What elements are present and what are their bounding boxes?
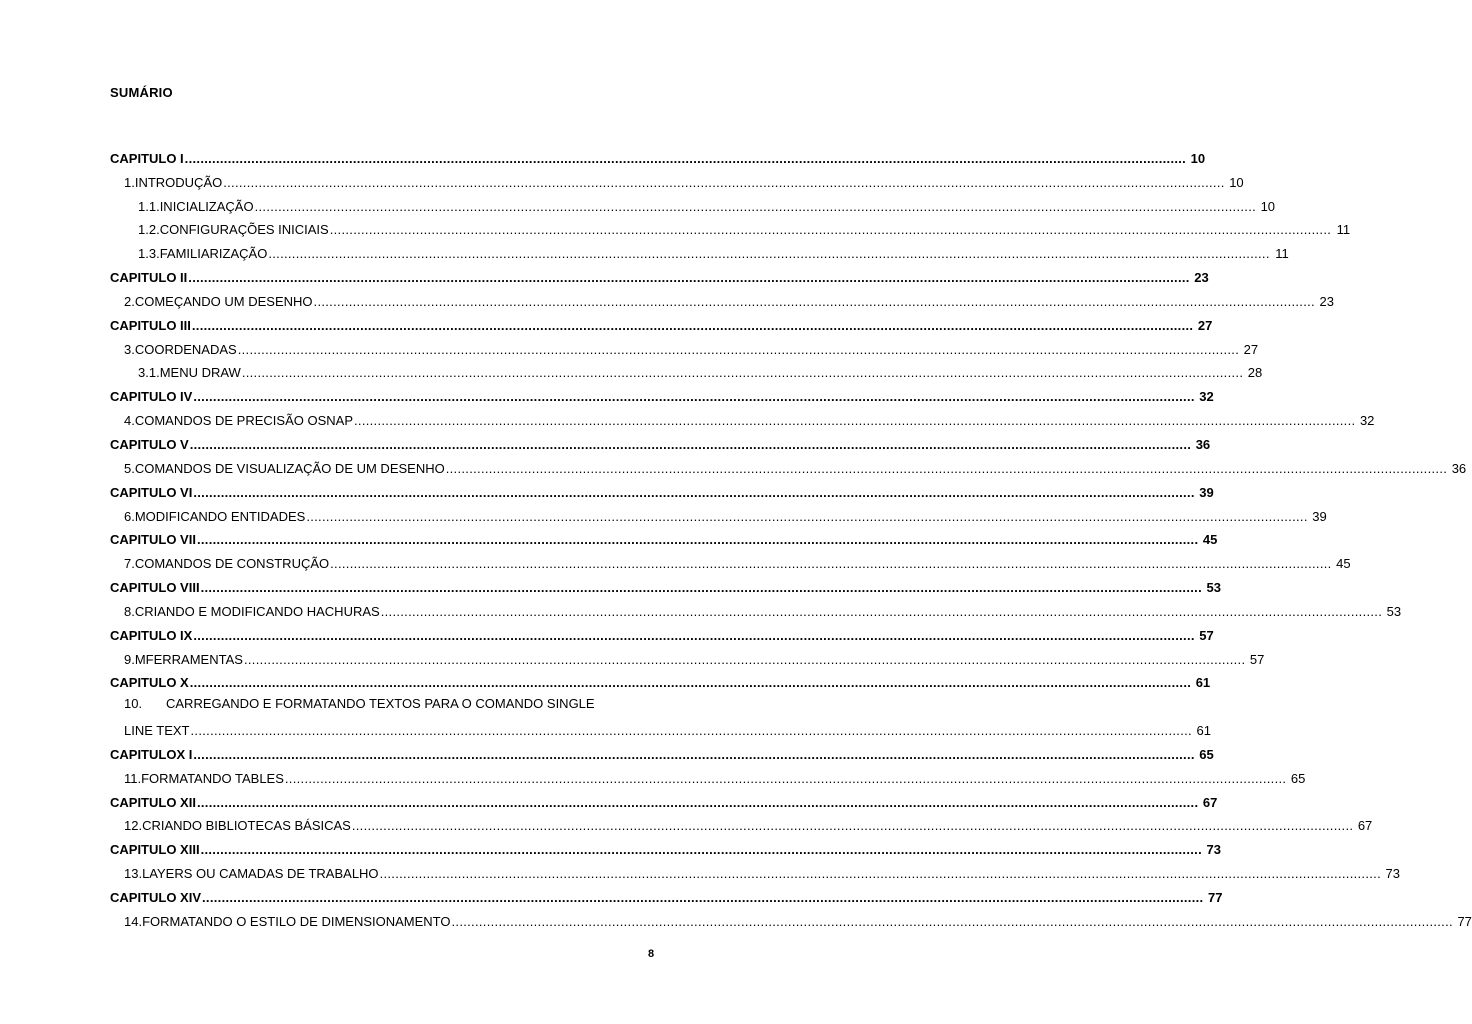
toc-leader-dots [202,890,1203,905]
toc-leader-dots [201,842,1202,857]
toc-entry-page: 45 [1202,532,1218,548]
toc-entry-title: CAPITULO IV [110,389,193,405]
toc-entry[interactable] [110,742,1214,766]
toc-entry-number: 5. [124,460,135,476]
toc-entry-title: MENU DRAW [159,365,241,381]
toc-entry-title: COORDENADAS [134,341,237,357]
toc-leader-dots [452,914,1453,929]
toc-entry-page: 61 [1196,723,1211,739]
toc-entry-title: CAPITULO V [110,436,189,452]
toc-leader-dots [193,485,1194,500]
toc-entry-title: CONFIGURAÇÕES INICIAIS [159,222,329,238]
toc-entry-page: 28 [1247,365,1263,381]
toc-entry[interactable] [110,551,1351,575]
toc-entry[interactable] [110,194,1276,218]
toc-entry[interactable] [110,528,1218,552]
toc-leader-dots [192,318,1193,333]
toc-entry-title: COMEÇANDO UM DESENHO [134,293,313,309]
toc-entry-page: 36 [1195,436,1211,452]
toc-entry-number: 3.1. [138,365,160,381]
toc-entry[interactable] [110,671,1211,695]
toc-entry-page: 27 [1197,317,1213,333]
toc-entry-title: CAPITULO VII [110,532,196,548]
toc-leader-dots [330,222,1331,237]
toc-entry-page: 57 [1199,627,1214,643]
toc-leader-dots [268,246,1269,261]
toc-leader-dots [197,795,1198,810]
toc-entry[interactable] [110,909,1472,933]
toc-entry-title: MFERRAMENTAS [134,651,243,667]
toc-entry[interactable] [110,218,1351,242]
toc-entry-page: 77 [1457,913,1472,929]
toc-entry-page: 45 [1336,556,1351,572]
toc-leader-dots [191,723,1192,738]
toc-leader-dots [285,771,1286,786]
toc-entry-number: 1.2. [138,222,160,238]
toc-entry-number: 2. [124,293,135,309]
toc-entry[interactable] [110,313,1213,337]
toc-entry[interactable] [110,408,1375,432]
toc-entry-page: 77 [1207,890,1223,905]
toc-entry-page: 61 [1195,675,1211,691]
toc-leader-dots [193,389,1194,404]
toc-entry-title: FORMATANDO TABLES [141,770,284,786]
toc-entry-title: COMANDOS DE CONSTRUÇÃO [134,556,330,572]
toc-entry-number: 4. [124,413,135,429]
toc-entry[interactable] [110,170,1244,194]
toc-leader-dots [314,294,1315,309]
toc-entry-number: 8. [124,603,135,619]
toc-entry-page: 10 [1229,174,1244,190]
toc-entry-page: 65 [1290,770,1306,786]
toc-entry[interactable] [110,504,1327,528]
toc-entry-page: 67 [1202,794,1218,810]
table-of-contents [110,146,1472,933]
toc-leader-dots [193,747,1194,762]
toc-entry[interactable] [110,146,1206,170]
toc-entry-page: 36 [1451,460,1467,476]
toc-entry-title-continued: LINE TEXT [124,723,190,739]
toc-entry-number: 9. [124,651,135,667]
toc-leader-dots [306,509,1307,524]
toc-entry-title: CAPITULO X [110,675,189,691]
toc-entry-number: 11. [124,770,142,786]
toc-entry[interactable] [110,456,1467,480]
toc-entry-number: 6. [124,508,135,524]
toc-entry[interactable] [110,885,1223,909]
toc-entry[interactable] [110,623,1214,647]
toc-entry[interactable] [110,647,1265,671]
toc-leader-dots [201,580,1202,595]
toc-entry-title: CAPITULO II [110,270,188,286]
toc-entry-title: FORMATANDO O ESTILO DE DIMENSIONAMENTO [142,913,451,929]
toc-entry-title: CAPITULO XIII [110,842,200,858]
toc-entry-title: CAPITULO XIV [110,890,202,905]
toc-entry[interactable] [110,241,1289,265]
toc-entry-title: CAPITULO VIII [110,580,200,596]
toc-entry-number: 13. [124,866,143,882]
toc-leader-dots [190,675,1191,690]
toc-entry-title: CAPITULO VI [110,484,193,500]
toc-entry-title: INTRODUÇÃO [134,174,223,190]
toc-entry[interactable] [110,837,1221,861]
toc-leader-dots [238,342,1239,357]
toc-entry-page: 65 [1199,746,1214,762]
toc-leader-dots [193,628,1194,643]
toc-entry[interactable] [110,480,1214,504]
toc-entry-title: CAPITULO IX [110,627,193,643]
toc-entry[interactable] [110,265,1209,289]
toc-entry-title: MODIFICANDO ENTIDADES [134,508,306,524]
toc-entry-page: 32 [1359,413,1375,429]
toc-leader-dots [354,413,1355,428]
toc-leader-dots [190,437,1191,452]
toc-leader-dots [446,461,1447,476]
toc-entry-title: CAPITULO I [110,150,184,166]
toc-entry-number: 12. [124,818,143,834]
toc-entry-page: 39 [1312,508,1327,524]
toc-entry-page: 23 [1319,293,1334,309]
toc-entry-number: 7. [124,556,135,572]
toc-entry-number: 1.1. [138,198,160,214]
toc-entry-page: 10 [1190,150,1206,166]
toc-entry-title: LAYERS OU CAMADAS DE TRABALHO [142,866,379,882]
toc-entry-page: 53 [1386,603,1402,619]
toc-entry[interactable] [110,575,1221,599]
toc-entry[interactable] [110,790,1218,814]
toc-entry-number: 1. [124,174,135,190]
toc-entry-title: CARREGANDO E FORMATANDO TEXTOS PARA O COMANDO SINGLE [166,696,595,712]
toc-entry-title: CAPITULO III [110,317,191,333]
toc-entry-title: FAMILIARIZAÇÃO [159,246,268,262]
toc-entry-page: 73 [1385,866,1400,882]
toc-entry-title: CRIANDO BIBLIOTECAS BÁSICAS [142,818,351,834]
toc-leader-dots [185,151,1186,166]
toc-entry-number: 1.3. [138,246,160,262]
toc-leader-dots [188,270,1189,285]
toc-entry-page: 73 [1206,842,1221,858]
toc-entry-page: 67 [1357,818,1373,834]
toc-entry[interactable] [110,361,1263,385]
toc-entry-page: 57 [1249,651,1265,667]
toc-leader-dots [330,556,1331,571]
toc-entry-number: 3. [124,341,135,357]
toc-leader-dots [381,604,1382,619]
toc-entry-number: 10. [124,696,143,712]
page-title: SUMÁRIO [110,85,173,100]
toc-entry-title: INICIALIZAÇÃO [159,198,254,214]
toc-entry[interactable] [110,694,1211,742]
toc-entry[interactable] [110,814,1373,838]
toc-entry-page: 10 [1260,198,1276,214]
toc-leader-dots [380,866,1381,881]
toc-entry-title: COMANDOS DE VISUALIZAÇÃO DE UM DESENHO [134,460,445,476]
toc-entry[interactable] [110,289,1334,313]
toc-entry-title: CAPITULO XII [110,794,196,810]
toc-entry-page: 11 [1336,222,1351,238]
toc-leader-dots [242,365,1243,380]
toc-entry-page: 11 [1275,246,1289,262]
toc-entry-title: COMANDOS DE PRECISÃO OSNAP [134,413,353,429]
toc-leader-dots [255,199,1256,214]
toc-entry-title: CAPITULOX I [110,746,193,762]
toc-entry-title: CRIANDO E MODIFICANDO HACHURAS [134,603,380,619]
toc-entry-page: 23 [1194,270,1209,286]
toc-leader-dots [352,818,1353,833]
toc-entry-page: 27 [1243,341,1259,357]
toc-entry-number: 14. [124,913,143,929]
toc-entry[interactable] [110,766,1306,790]
toc-leader-dots [197,532,1198,547]
page-number: 8 [648,948,655,960]
toc-entry[interactable] [110,384,1214,408]
toc-entry[interactable] [110,599,1402,623]
toc-entry-page: 39 [1199,484,1214,500]
toc-entry-page: 53 [1206,580,1221,596]
toc-entry-page: 32 [1199,389,1214,405]
toc-leader-dots [244,652,1245,667]
toc-entry[interactable] [110,861,1400,885]
toc-entry[interactable] [110,337,1259,361]
toc-leader-dots [223,175,1224,190]
toc-entry[interactable] [110,432,1211,456]
